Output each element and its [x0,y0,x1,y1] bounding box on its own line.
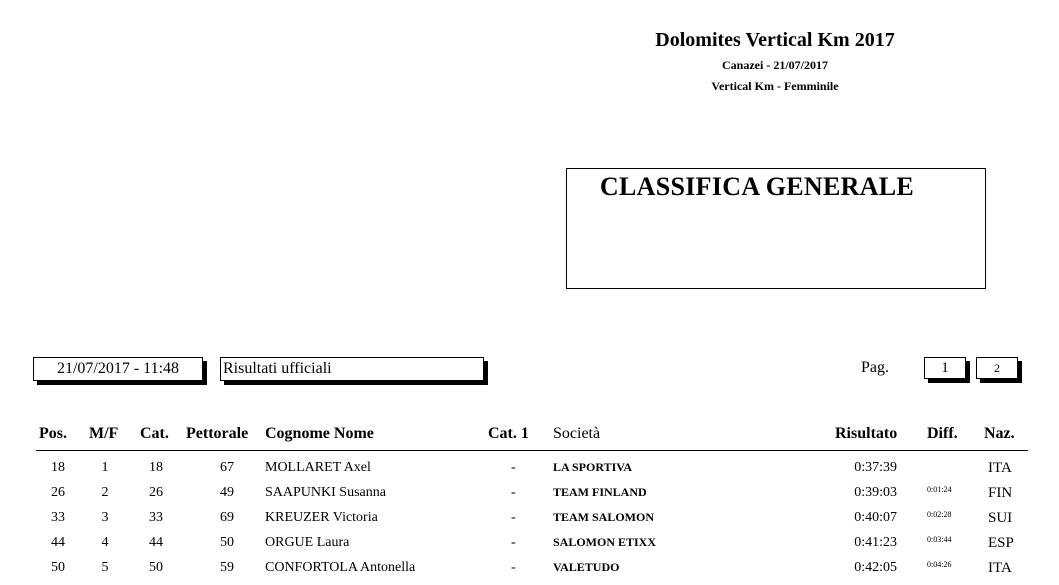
cell-mf: 5 [101,560,109,575]
cell-name: CONFORTOLA Antonella [265,560,416,575]
cell-pos: 26 [51,485,65,500]
column-header-mf: M/F [89,425,119,442]
cell-cat1: - [511,510,516,525]
cell-nat: ITA [988,460,1012,476]
datetime-box: 21/07/2017 - 11:48 [33,357,203,381]
cell-bib: 49 [220,485,234,500]
cell-club: TEAM SALOMON [553,510,655,524]
table-row [0,510,1059,535]
cell-bib: 69 [220,510,234,525]
cell-pos: 50 [51,560,65,575]
column-header-cat1: Cat. 1 [488,425,529,442]
cell-cat1: - [511,560,516,575]
cell-nat: ESP [988,535,1014,551]
cell-result: 0:42:05 [854,560,897,575]
cell-cat: 26 [149,485,163,500]
cell-cat: 33 [149,510,163,525]
cell-cat: 18 [149,460,163,475]
page-label: Pag. [861,359,889,376]
table-row [0,535,1059,560]
cell-cat1: - [511,460,516,475]
cell-club: SALOMON ETIXX [553,535,657,549]
cell-club: LA SPORTIVA [553,460,633,474]
header-divider [36,450,1028,451]
column-header-bib: Pettorale [186,425,249,442]
cell-bib: 50 [220,535,234,550]
cell-name: ORGUE Laura [265,535,350,550]
column-header-nat: Naz. [984,425,1015,442]
event-title: Dolomites Vertical Km 2017 [655,29,895,51]
cell-nat: FIN [988,485,1013,501]
table-row [0,485,1059,510]
cell-diff: 0:03:44 [927,535,952,544]
cell-cat: 50 [149,560,163,575]
cell-mf: 3 [101,510,109,525]
column-header-result: Risultato [835,425,898,442]
cell-nat: ITA [988,560,1012,576]
cell-pos: 44 [51,535,65,550]
table-row [0,460,1059,485]
page-current-box: 1 [924,357,966,379]
ranking-heading-box [566,168,986,289]
cell-club: VALETUDO [553,560,620,574]
cell-result: 0:41:23 [854,535,897,550]
cell-pos: 18 [51,460,65,475]
table-row [0,560,1059,585]
cell-cat1: - [511,535,516,550]
column-header-cat: Cat. [140,425,169,442]
cell-diff: 0:02:28 [927,510,952,519]
cell-mf: 4 [101,535,109,550]
column-header-pos: Pos. [39,425,67,442]
cell-result: 0:39:03 [854,485,897,500]
page-total-box: 2 [976,357,1018,379]
cell-name: SAAPUNKI Susanna [265,485,386,500]
cell-bib: 59 [220,560,234,575]
cell-bib: 67 [220,460,234,475]
cell-mf: 2 [101,485,109,500]
cell-club: TEAM FINLAND [553,485,647,499]
cell-cat1: - [511,485,516,500]
cell-pos: 33 [51,510,65,525]
event-place-date: Canazei - 21/07/2017 [722,58,828,72]
column-header-diff: Diff. [927,425,958,442]
cell-diff: 0:01:24 [927,485,952,494]
cell-result: 0:40:07 [854,510,897,525]
cell-diff: 0:04:26 [927,560,952,569]
cell-cat: 44 [149,535,163,550]
results-status-box: Risultati ufficiali [220,357,484,381]
cell-nat: SUI [988,510,1013,526]
event-category: Vertical Km - Femminile [711,79,839,93]
cell-result: 0:37:39 [854,460,897,475]
ranking-heading: CLASSIFICA GENERALE [599,172,915,201]
cell-name: KREUZER Victoria [265,510,378,525]
column-header-name: Cognome Nome [265,425,374,442]
column-header-club: Società [553,425,601,442]
cell-name: MOLLARET Axel [265,460,371,475]
cell-mf: 1 [101,460,109,475]
